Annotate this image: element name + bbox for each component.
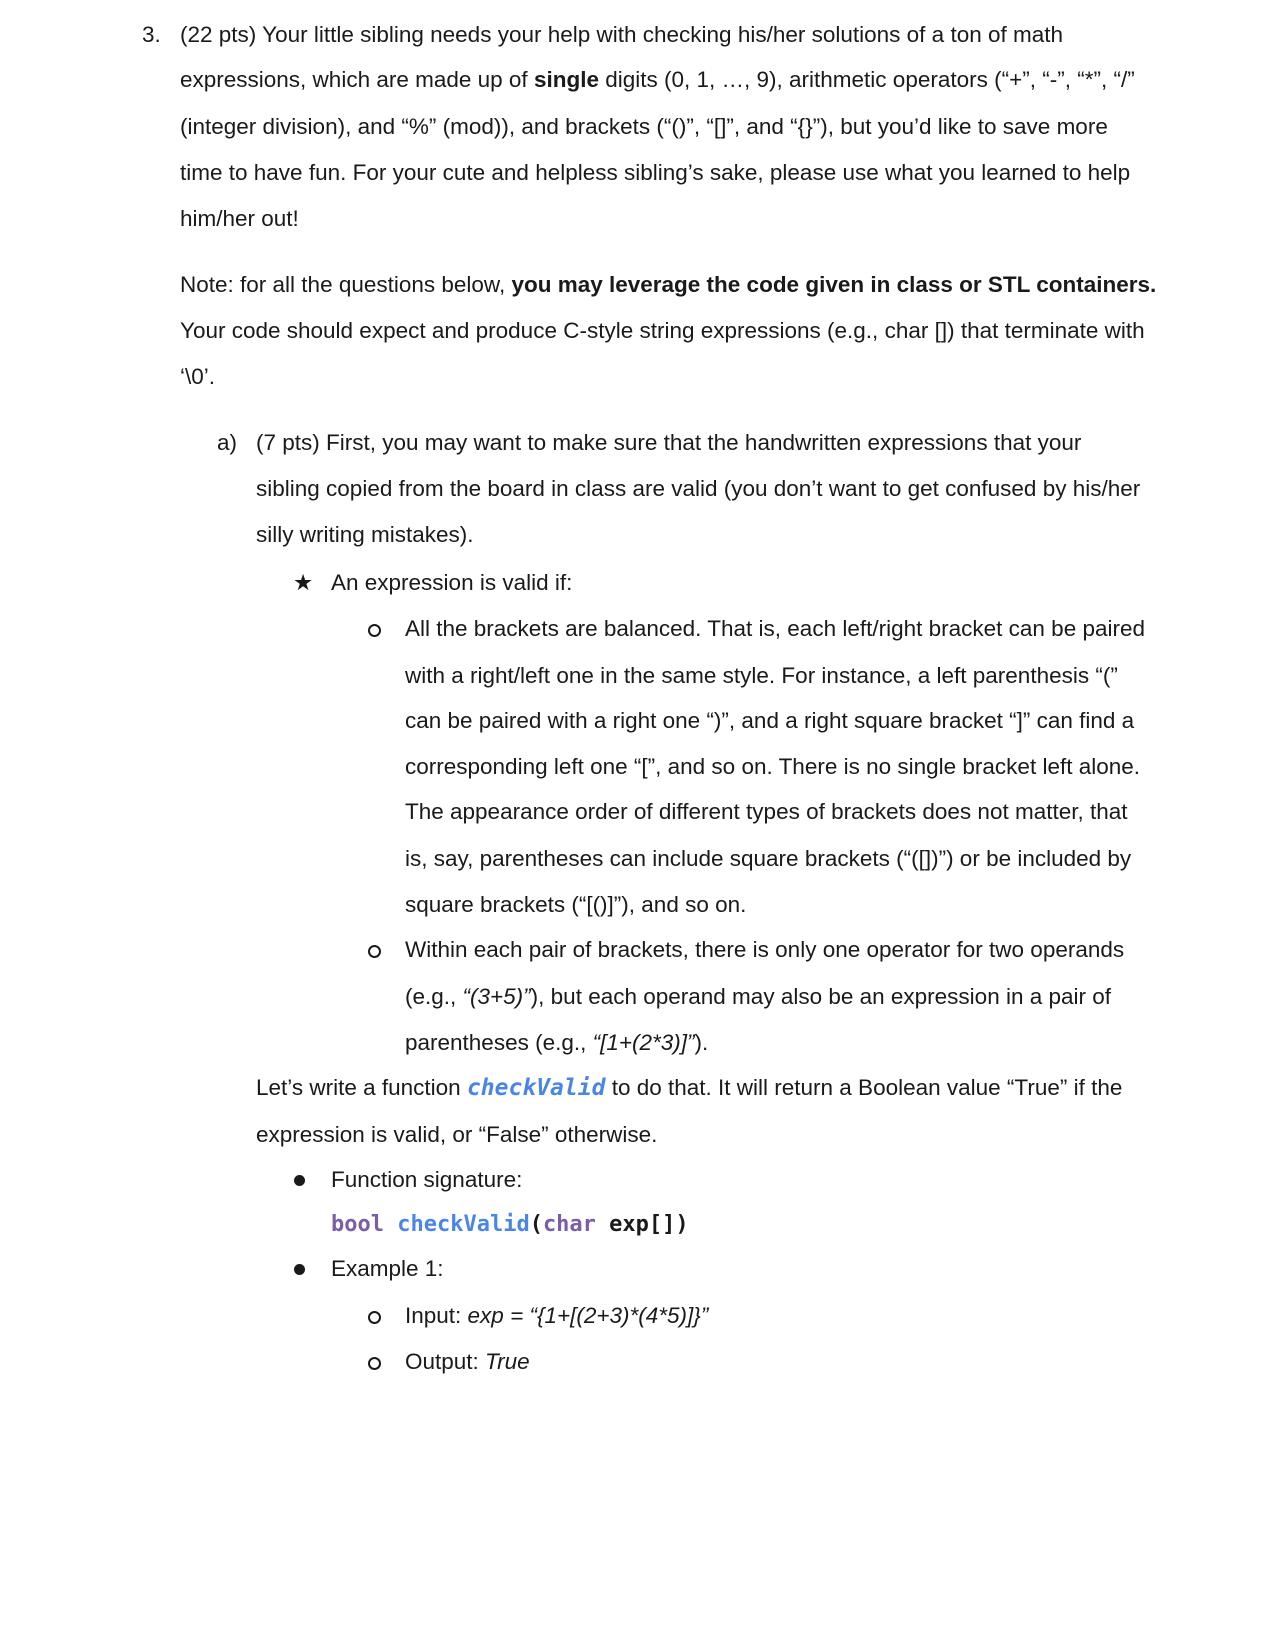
circle-bullet-icon [368, 945, 381, 958]
dot-bullet-icon [294, 1175, 305, 1186]
rule1-line-7: square brackets (“[()]”), and so on. [405, 892, 747, 917]
circle-bullet-icon [368, 1311, 381, 1324]
part-a-line-3: silly writing mistakes). [256, 522, 474, 547]
intro-line-4: time to have fun. For your cute and helpless sibling’s sake, please use what you learned to help [180, 160, 1131, 185]
note-line-1: Note: for all the questions below, you may leverage the code given in class or STL containers. [180, 272, 1157, 297]
question-number: 3. [142, 22, 161, 47]
example-label: Example 1: [331, 1256, 444, 1281]
rule2-line-2: (e.g., “(3+5)”), but each operand may also be an expression in a pair of [405, 984, 1112, 1009]
valid-if-heading: An expression is valid if: [331, 570, 573, 595]
dot-bullet-icon [294, 1264, 305, 1275]
circle-bullet-icon [368, 1357, 381, 1370]
intro-line-5: him/her out! [180, 206, 299, 231]
note-line-3: ‘\0’. [180, 364, 216, 389]
star-bullet-icon: ★ [293, 570, 314, 596]
rule1-line-4: corresponding left one “[”, and so on. There is no single bracket left alone. [405, 754, 1141, 779]
circle-bullet-icon [368, 624, 381, 637]
part-a-line-2: sibling copied from the board in class are valid (you don’t want to get confused by his/her [256, 476, 1141, 501]
signature-label: Function signature: [331, 1167, 523, 1192]
function-desc-line-2: expression is valid, or “False” otherwise. [256, 1122, 658, 1147]
part-a-marker: a) [217, 430, 238, 455]
rule1-line-6: is, say, parentheses can include square brackets (“([])”) or be included by [405, 846, 1132, 871]
rule1-line-1: All the brackets are balanced. That is, each left/right bracket can be paired [405, 616, 1146, 641]
rule2-line-1: Within each pair of brackets, there is only one operator for two operands [405, 937, 1125, 962]
rule1-line-3: can be paired with a right one “)”, and a right square bracket “]” can find a [405, 708, 1135, 733]
intro-line-3: (integer division), and “%” (mod)), and brackets (“()”, “[]”, and “{}”), but you’d like to save more [180, 114, 1108, 139]
note-line-2: Your code should expect and produce C-style string expressions (e.g., char []) that terminate with [180, 318, 1145, 343]
intro-line-1: (22 pts) Your little sibling needs your help with checking his/her solutions of a ton of math [180, 22, 1064, 47]
rule1-line-2: with a right/left one in the same style. For instance, a left parenthesis “(” [405, 663, 1118, 688]
part-a-line-1: (7 pts) First, you may want to make sure that the handwritten expressions that your [256, 430, 1082, 455]
rule1-line-5: The appearance order of different types of brackets does not matter, that [405, 799, 1128, 824]
function-name: checkValid [466, 1075, 606, 1101]
function-signature: bool checkValid(char exp[]) [331, 1212, 689, 1237]
example-output: Output: True [405, 1349, 530, 1374]
intro-line-2: expressions, which are made up of single digits (0, 1, …, 9), arithmetic operators (“+”, “-”, “*”, “/” [180, 67, 1135, 92]
function-desc-line-1: Let’s write a function checkValid to do that. It will return a Boolean value “True” if the [256, 1075, 1123, 1101]
rule2-line-3: parentheses (e.g., “[1+(2*3)]”). [405, 1030, 709, 1055]
example-input: Input: exp = “{1+[(2+3)*(4*5)]}” [405, 1303, 709, 1328]
